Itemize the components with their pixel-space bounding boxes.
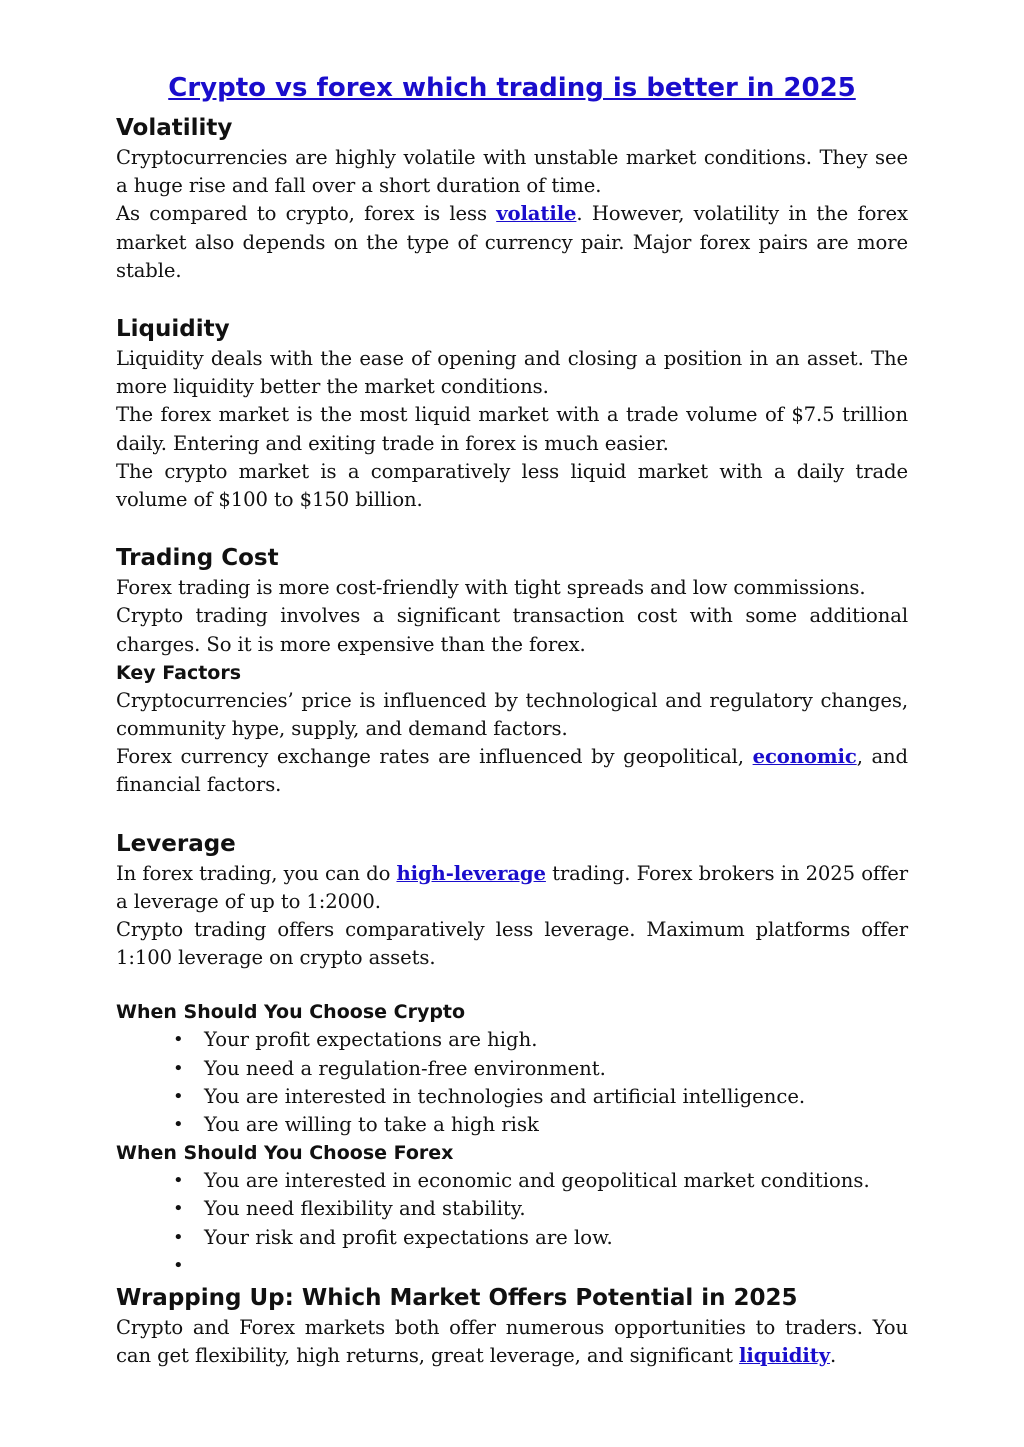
text-run: trading. Forex brokers in 2025 offer a leverage of up to 1:2000.: [116, 861, 908, 913]
list-item: [204, 1252, 908, 1280]
page-title: [116, 68, 908, 108]
volatility-paragraph-2: [116, 200, 908, 285]
volatility-paragraph-1: Cryptocurrencies are highly volatile with unstable market conditions. They see a huge rise and fall over a short duration of time.: [116, 146, 908, 198]
text-run: Forex currency exchange rates are influenced by geopolitical,: [116, 745, 753, 769]
choose-forex-list: [116, 1167, 908, 1280]
text-run: As compared to crypto, forex is less: [116, 202, 497, 226]
liquidity-paragraph-2: The forex market is the most liquid market with a trade volume of $7.5 trillion daily. Entering and exiting trade in forex is much easier.: [116, 403, 908, 455]
spacer: [116, 285, 908, 315]
choose-crypto-list: [116, 1026, 908, 1139]
key-factors-paragraph-1: Cryptocurrencies’ price is influenced by technological and regulatory changes, community hype, supply, and demand factors.: [116, 688, 908, 741]
liquidity-paragraph-1: Liquidity deals with the ease of opening and closing a position in an asset. The more liquidity better the market conditions.: [116, 347, 908, 399]
liquidity-link[interactable]: liquidity: [739, 1344, 830, 1368]
spacer: [116, 800, 908, 830]
trading-cost-paragraph-1: Forex trading is more cost-friendly with tight spreads and low commissions.: [116, 576, 866, 600]
choose-crypto-heading: When Should You Choose Crypto: [116, 1001, 466, 1024]
list-item: • You are willing to take a high risk: [204, 1111, 908, 1139]
volatile-link[interactable]: volatile: [496, 202, 577, 226]
list-item: • You are interested in economic and geopolitical market conditions.: [204, 1167, 908, 1195]
text-run: Crypto and Forex markets both offer numerous opportunities to traders. You can get flexibility, high returns, great leverage, and significant: [116, 1316, 908, 1368]
list-item: • Your profit expectations are high.: [204, 1026, 908, 1054]
liquidity-paragraph-3: The crypto market is a comparatively less liquid market with a daily trade volume of $100 to $150 billion.: [116, 459, 908, 512]
title-link[interactable]: Crypto vs forex which trading is better in 2025: [168, 73, 856, 103]
trading-cost-heading: Trading Cost: [116, 545, 279, 572]
choose-forex-heading: When Should You Choose Forex: [116, 1142, 454, 1165]
text-run: , and financial factors.: [116, 745, 908, 797]
key-factors-heading: Key Factors: [116, 661, 242, 684]
text-run: . However, volatility in the forex market also depends on the type of currency pair. Major forex pairs are more stable.: [116, 202, 909, 282]
key-factors-paragraph-2: [116, 743, 908, 799]
leverage-paragraph-1: [116, 860, 908, 916]
spacer: [116, 514, 908, 544]
wrapping-up-heading: Wrapping Up: Which Market Offers Potential in 2025: [116, 1285, 798, 1312]
list-item: • You are interested in technologies and artificial intelligence.: [204, 1083, 908, 1111]
list-item: • You need a regulation-free environment.: [204, 1055, 908, 1083]
spacer: [116, 972, 908, 998]
volatility-heading: Volatility: [116, 115, 233, 141]
liquidity-heading: Liquidity: [116, 316, 230, 343]
wrapping-up-paragraph: [116, 1314, 908, 1370]
leverage-heading: Leverage: [116, 830, 236, 857]
text-run: .: [830, 1344, 837, 1368]
trading-cost-paragraph-2: Crypto trading involves a significant transaction cost with some additional charges. So it is more expensive than the forex.: [116, 604, 908, 656]
leverage-paragraph-2: Crypto trading offers comparatively less leverage. Maximum platforms offer 1:100 leverage on crypto assets.: [116, 918, 908, 970]
economic-link[interactable]: economic: [752, 745, 857, 769]
text-run: In forex trading, you can do: [116, 861, 397, 885]
high-leverage-link[interactable]: high-leverage: [396, 861, 546, 885]
list-item: • You need flexibility and stability.: [204, 1195, 908, 1223]
list-item: • Your risk and profit expectations are low.: [204, 1224, 908, 1252]
